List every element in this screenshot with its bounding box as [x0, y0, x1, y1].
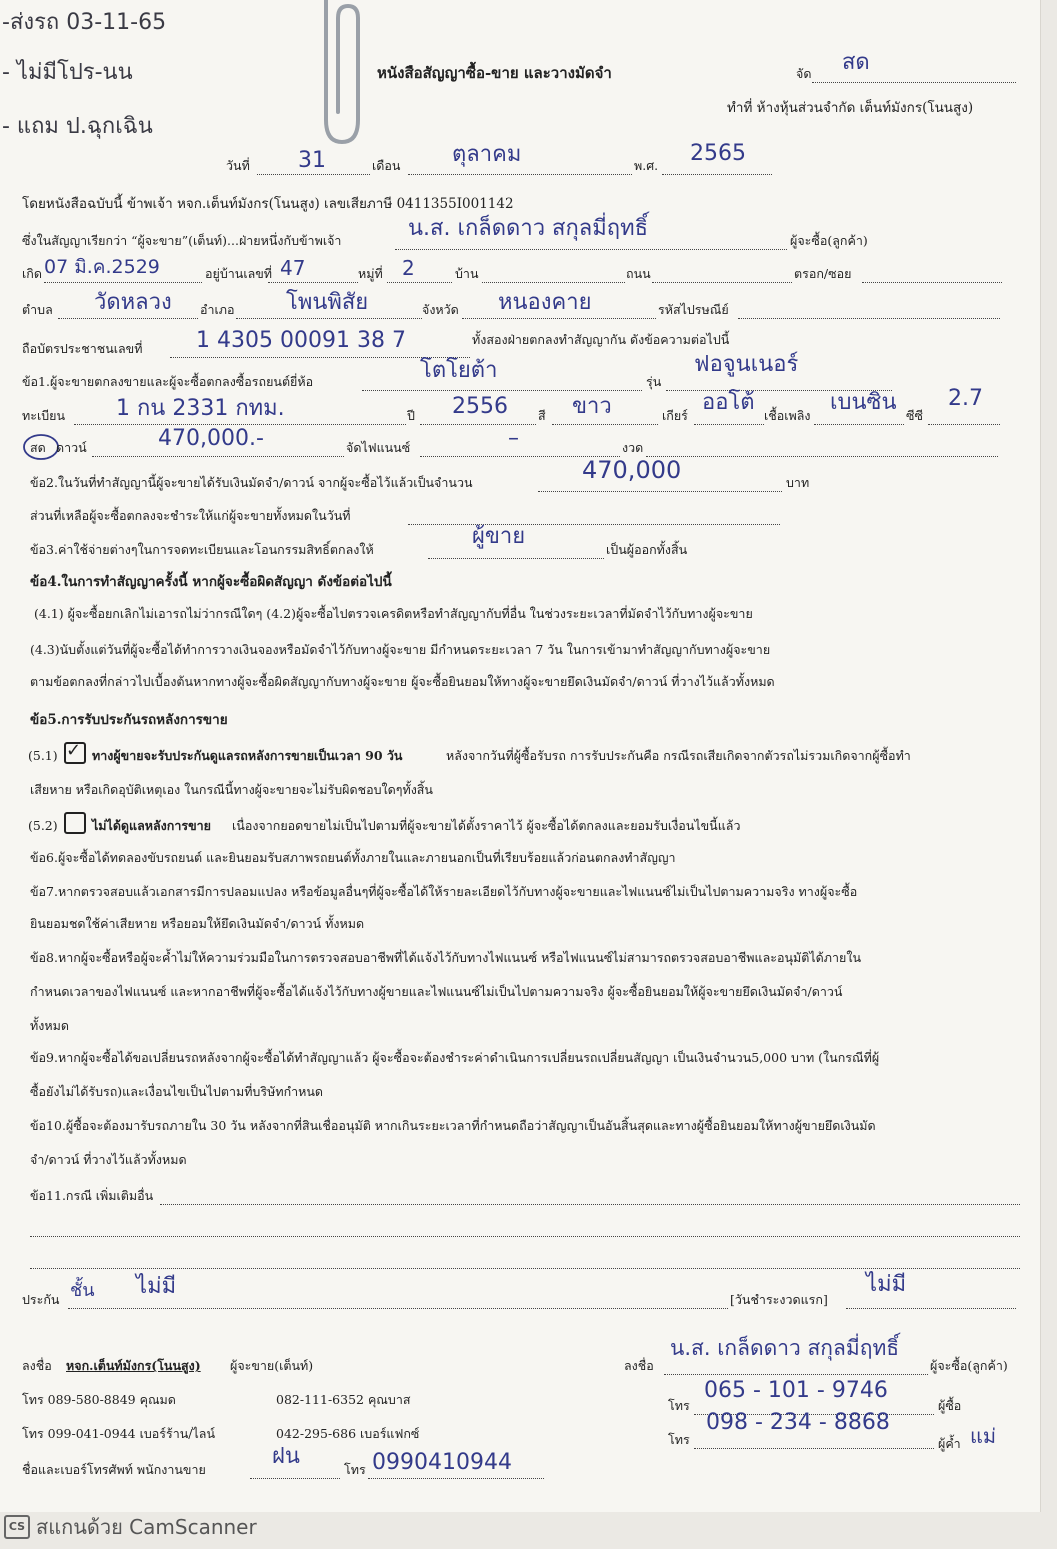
clause6: ข้อ6.ผู้จะซื้อได้ทดลองขับรถยนต์ และยินยอมรับสภาพรถยนต์ทั้งภายในและภายนอกเป็นที่เรียบร้อยแล้วก่อนตกลงทำสัญญา: [30, 850, 676, 865]
road-label: ถนน: [626, 266, 651, 281]
clause2-text: ข้อ2.ในวันที่ทำสัญญานี้ผู้จะขายได้รับเงินมัดจำ/ดาวน์ จากผู้จะซื้อไว้แล้วเป็นจำนวน: [30, 475, 473, 490]
model-label: รุ่น: [646, 374, 662, 389]
car-year: 2556: [452, 394, 508, 419]
moo-line: [387, 282, 452, 283]
buyer-sign-line: [664, 1374, 928, 1375]
tambon-line: [58, 318, 198, 319]
id-suffix: ทั้งสองฝ่ายตกลงทำสัญญากัน ดังข้อความต่อไปนี้: [472, 332, 730, 347]
house-label: อยู่บ้านเลขที่: [205, 266, 273, 281]
camscanner-logo-icon: CS: [4, 1515, 30, 1539]
insurance-class: ชั้น: [70, 1280, 95, 1301]
side-note-delivery: -ส่งรถ 03-11-65: [2, 10, 167, 35]
guarantor-tel-label: โทร: [668, 1432, 690, 1447]
province-label: จังหวัด: [422, 302, 459, 317]
brand-line: [362, 390, 642, 391]
clause5-1-line2: เสียหาย หรือเกิดอุบัติเหตุเอง ในกรณีนี้ทางผู้จะขายจะไม่รับผิดชอบใดๆทั้งสิ้น: [30, 782, 433, 797]
parties-intro: โดยหนังสือฉบับนี้ ข้าพเจ้า หจก.เต็นท์มังกร(โนนสูง) เลขเสียภาษี 0411355I001142: [22, 196, 514, 212]
clause1-text: ข้อ1.ผู้จะขายตกลงขายและผู้จะซื้อตกลงซื้อรถยนต์ยี่ห้อ: [22, 374, 314, 389]
day-line: [257, 174, 370, 175]
buyer-signature: น.ส. เกล็ดดาว สกุลมี่ฤทธิ์: [670, 1336, 900, 1360]
car-registration: 1 กน 2331 กทม.: [116, 396, 285, 421]
reg-label: ทะเบียน: [22, 408, 66, 423]
zip-label: รหัสไปรษณีย์: [658, 302, 729, 317]
reg-line: [74, 424, 406, 425]
clause7-line2: ยินยอมชดใช้ค่าเสียหาย หรือยอมให้ยึดเงินมัดจำ/ดาวน์ ทั้งหมด: [30, 916, 365, 931]
first-payment-value: ไม่มี: [866, 1272, 907, 1297]
contact-row2-left: โทร 099-041-0944 เบอร์ร้าน/ไลน์: [22, 1426, 215, 1441]
buyer-tel: 065 - 101 - 9746: [704, 1378, 888, 1403]
month-label: เดือน: [372, 158, 401, 173]
no-warranty-checkbox[interactable]: [64, 812, 86, 834]
clause11: ข้อ11.กรณี เพิ่มเติมอื่น: [30, 1188, 154, 1203]
clause11-line1: [160, 1204, 1020, 1205]
contact-row1-right: 082-111-6352 คุณบาส: [276, 1392, 411, 1407]
contact-row1-left: โทร 089-580-8849 คุณมด: [22, 1392, 176, 1407]
clause11-line2: [30, 1236, 1020, 1237]
seller-role: ผู้จะขาย(เต็นท์): [230, 1358, 314, 1373]
car-cc: 2.7: [948, 386, 983, 411]
staff-label: ชื่อและเบอร์โทรศัพท์ พนักงานขาย: [22, 1462, 206, 1477]
road-line: [652, 282, 792, 283]
buyer-sign-label: ลงชื่อ: [624, 1358, 654, 1373]
clause4-3-line1: (4.3)นับตั้งแต่วันที่ผู้จะซื้อได้ทำการวางเงินจองหรือมัดจำไว้กับทางผู้จะขาย มีกำหนดระยะเวลา 7 วัน ในการเข้ามาทำสัญญากับทางผู้จะขาย: [30, 642, 771, 657]
check-icon: ✓: [66, 740, 82, 761]
day-value: 31: [298, 148, 326, 173]
remaining-line: [408, 524, 780, 525]
month-line: [408, 174, 632, 175]
clause8-line3: ทั้งหมด: [30, 1018, 69, 1033]
clause4-3-line2: ตามข้อตกลงที่กล่าวไปเบื้องต้นหากทางผู้จะซื้อผิดสัญญากับทางผู้จะขาย ผู้จะซื้อยินยอมให้ทางผู้จะขายยึดเงินมัดจำ/ดาวน์ ที่วางไว้แล้วทั้งหมด: [30, 674, 775, 689]
car-color: ขาว: [572, 394, 612, 419]
id-label: ถือบัตรประชาชนเลขที่: [22, 341, 143, 356]
clause4-1: (4.1) ผู้จะซื้อยกเลิกไม่เอารถไม่ว่ากรณีใดๆ (4.2)ผู้จะซื้อไปตรวจเครดิตหรือทำสัญญากับที่อื่น ในช่วงระยะเวลาที่มัดจำไว้กับทางผู้จะขาย: [34, 606, 753, 621]
car-fuel: เบนซิน: [830, 390, 897, 415]
clause8-line2: กำหนดเวลาของไฟแนนซ์ และหากอาชีพที่ผู้จะซื้อได้แจ้งไว้กับทางผู้ขายและไฟแนนซ์ไม่เป็นไปตามความจริง ผู้จะซื้อยินยอมให้ผู้จะขายยึดเงินมัดจำ/ดาวน์: [30, 984, 843, 999]
amphoe-label: อำเภอ: [200, 302, 235, 317]
guarantor-relation: แม่: [970, 1424, 997, 1448]
province-line: [462, 318, 656, 319]
camscanner-watermark: [4, 1512, 257, 1542]
guarantor-tel-line: [694, 1448, 934, 1449]
place-label: จัด: [796, 66, 812, 81]
buyer-role: ผู้จะซื้อ(ลูกค้า): [930, 1358, 1008, 1373]
buyer-name-line: [395, 249, 787, 250]
down-line: [92, 456, 344, 457]
amount-unit: บาท: [786, 475, 810, 490]
clause5-heading: ข้อ5.การรับประกันรถหลังการขาย: [30, 712, 228, 728]
insurance-line: [68, 1308, 728, 1309]
year-line: [662, 174, 772, 175]
birth-value: 07 มิ.ค.2529: [44, 256, 160, 278]
clause3-suffix: เป็นผู้ออกทั้งสิ้น: [606, 542, 688, 557]
gear-line: [694, 424, 764, 425]
side-note-gift: - แถม ป.ฉุกเฉิน: [2, 114, 153, 139]
car-gear: ออโต้: [702, 390, 755, 415]
car-brand: โตโยต้า: [420, 358, 498, 383]
color-label: สี: [538, 408, 546, 423]
insurance-value: ไม่มี: [136, 1274, 177, 1299]
installment-label: งวด: [622, 440, 644, 455]
amphoe-value: โพนพิสัย: [286, 290, 369, 315]
staff-name: ฝน: [272, 1444, 300, 1469]
id-value: 1 4305 00091 38 7: [196, 328, 406, 353]
seller-sign-label: ลงชื่อ: [22, 1358, 52, 1373]
fuel-label: เชื้อเพลิง: [764, 408, 811, 423]
clause10-line1: ข้อ10.ผู้ซื้อจะต้องมารับรถภายใน 30 วัน หลังจากที่สินเชื่ออนุมัติ หากเกินระยะเวลาที่กำหนดถือว่าสัญญาเป็นอันสิ้นสุดและทางผู้ซื้อยินยอมให้ทางผู้ขายยึดเงินมัด: [30, 1118, 876, 1133]
insurance-label: ประกัน: [22, 1292, 60, 1307]
camscanner-text: สแกนด้วย CamScanner: [36, 1515, 257, 1539]
clause3-text: ข้อ3.ค่าใช้จ่ายต่างๆในการจดทะเบียนและโอนกรรมสิทธิ์ตกลงให้: [30, 542, 374, 557]
tambon-value: วัดหลวง: [94, 290, 172, 315]
seller-name: หจก.เต็นท์มังกร(โนนสูง): [66, 1358, 201, 1373]
down-value: 470,000.-: [158, 426, 264, 451]
paid-amount: 470,000: [582, 456, 682, 484]
year-value: 2565: [690, 141, 746, 166]
amount-line: [538, 491, 782, 492]
paperclip-icon: [304, 0, 364, 150]
cash-label: สด: [30, 440, 46, 455]
finance-value: –: [508, 426, 519, 451]
seller-designation: ซึ่งในสัญญาเรียกว่า “ผู้จะขาย”(เต็นท์)...ฝ่ายหนึ่งกับข้าพเจ้า: [22, 233, 342, 248]
tambon-label: ตำบล: [22, 302, 53, 317]
amphoe-line: [236, 318, 422, 319]
clause10-line2: จำ/ดาวน์ ที่วางไว้แล้วทั้งหมด: [30, 1152, 187, 1167]
down-payment-label: ดาวน์: [56, 440, 87, 455]
day-label: วันที่: [226, 158, 250, 173]
guarantor-tel: 098 - 234 - 8868: [706, 1410, 890, 1435]
staff-name-line: [250, 1478, 340, 1479]
first-payment-line: [846, 1308, 1016, 1309]
installment-line: [646, 456, 998, 457]
car-year-line: [420, 424, 536, 425]
clause5-1-number: (5.1): [28, 748, 58, 763]
clause9-line1: ข้อ9.หากผู้จะซื้อได้ขอเปลี่ยนรถหลังจากผู้จะซื้อได้ทำสัญญาแล้ว ผู้จะซื้อจะต้องชำระค่าดำเนินการเปลี่ยนรถเปลี่ยนสัญญา เป็นเงินจำนวน5,000 บาท (ในกรณีที่ผู้: [30, 1050, 880, 1065]
cc-line: [928, 424, 1000, 425]
clause5-1-bold: ทางผู้ขายจะรับประกันดูแลรถหลังการขายเป็นเวลา 90 วัน: [92, 748, 403, 763]
guarantor-role: ผู้ค้ำ: [938, 1436, 961, 1451]
cc-label: ซีซี: [906, 408, 923, 423]
color-line: [552, 424, 658, 425]
clause3-line: [428, 558, 604, 559]
buyer-tel-role: ผู้ซื้อ: [938, 1398, 962, 1413]
buyer-tel-label: โทร: [668, 1398, 690, 1413]
buyer-designation: ผู้จะซื้อ(ลูกค้า): [790, 233, 868, 248]
staff-tel-line: [368, 1478, 544, 1479]
document-title: หนังสือสัญญาซื้อ-ขาย และวางมัดจำ: [377, 64, 612, 82]
remaining-text: ส่วนที่เหลือผู้จะซื้อตกลงจะชำระให้แก่ผู้จะขายทั้งหมดในวันที่: [30, 508, 351, 523]
moo-label: หมู่ที่: [358, 266, 383, 281]
warranty-checkbox[interactable]: [64, 742, 86, 764]
month-value: ตุลาคม: [452, 142, 522, 167]
village-line: [482, 282, 625, 283]
soi-label: ตรอก/ซอย: [794, 266, 852, 281]
gear-label: เกียร์: [662, 408, 688, 423]
first-payment-label: [วันชำระงวดแรก]: [730, 1292, 828, 1307]
clause4-heading: ข้อ4.ในการทำสัญญาครั้งนี้ หากผู้จะซื้อผิดสัญญา ดังข้อต่อไปนี้: [30, 574, 392, 590]
clause7-line1: ข้อ7.หากตรวจสอบแล้วเอกสารมีการปลอมแปลง หรือข้อมูลอื่นๆที่ผู้จะซื้อได้ให้รายละเอียดไว้กับทางผู้จะขายและไฟแนนซ์ไม่เป็นไปตามความจริง ทางผู้จะซื้อ: [30, 884, 858, 899]
clause3-payer: ผู้ขาย: [472, 524, 526, 549]
staff-tel-label: โทร: [344, 1462, 366, 1477]
clause9-line2: ซื้อยังไม่ได้รับรถ)และเงื่อนไขเป็นไปตามที่บริษัทกำหนด: [30, 1084, 324, 1099]
contact-row2-right: 042-295-686 เบอร์แฟกซ์: [276, 1426, 420, 1441]
clause5-2-rest: เนื่องจากยอดขายไม่เป็นไปตามที่ผู้จะขายได้ตั้งราคาไว้ ผู้จะซื้อได้ตกลงและยอมรับเงื่อนไขนี้แล้ว: [232, 818, 741, 833]
clause5-2-number: (5.2): [28, 818, 58, 833]
house-value: 47: [280, 256, 306, 280]
birth-label: เกิด: [22, 266, 42, 281]
clause11-line3: [30, 1268, 1020, 1269]
clause5-2-bold: ไม่ได้ดูแลหลังการขาย: [92, 818, 211, 833]
province-value: หนองคาย: [498, 290, 592, 315]
moo-value: 2: [402, 256, 415, 280]
car-year-label: ปี: [407, 408, 415, 423]
place-value: สด: [842, 50, 870, 75]
clause5-1-rest: หลังจากวันที่ผู้ซื้อรับรถ การรับประกันคือ กรณีรถเสียเกิดจากตัวรถไม่รวมเกิดจากผู้ซื้อทำ: [446, 748, 911, 763]
year-label: พ.ศ.: [634, 158, 659, 173]
house-line: [268, 282, 358, 283]
buyer-name: น.ส. เกล็ดดาว สกุลมี่ฤทธิ์: [408, 216, 649, 241]
place-line: [812, 82, 1016, 83]
side-note-promo: - ไม่มีโปร-นน: [2, 60, 133, 85]
village-label: บ้าน: [455, 266, 479, 281]
zip-line: [738, 318, 1000, 319]
finance-label: จัดไฟแนนซ์: [346, 440, 411, 455]
clause8-line1: ข้อ8.หากผู้จะซื้อหรือผู้จะค้ำไม่ให้ความร่วมมือในการตรวจสอบอาชีพที่ได้แจ้งไว้กับทางไฟแนนซ์ หรือไฟแนนซ์ไม่สามารถตรวจสอบอาชีพและอนุมัติได้ภายใน: [30, 950, 861, 965]
soi-line: [862, 282, 1002, 283]
birth-line: [44, 282, 202, 283]
contract-location: ทำที่ ห้างหุ้นส่วนจำกัด เต็นท์มังกร(โนนสูง): [727, 100, 974, 116]
car-model: ฟอจูนเนอร์: [694, 352, 799, 377]
staff-tel: 0990410944: [372, 1450, 512, 1475]
fuel-line: [814, 424, 904, 425]
